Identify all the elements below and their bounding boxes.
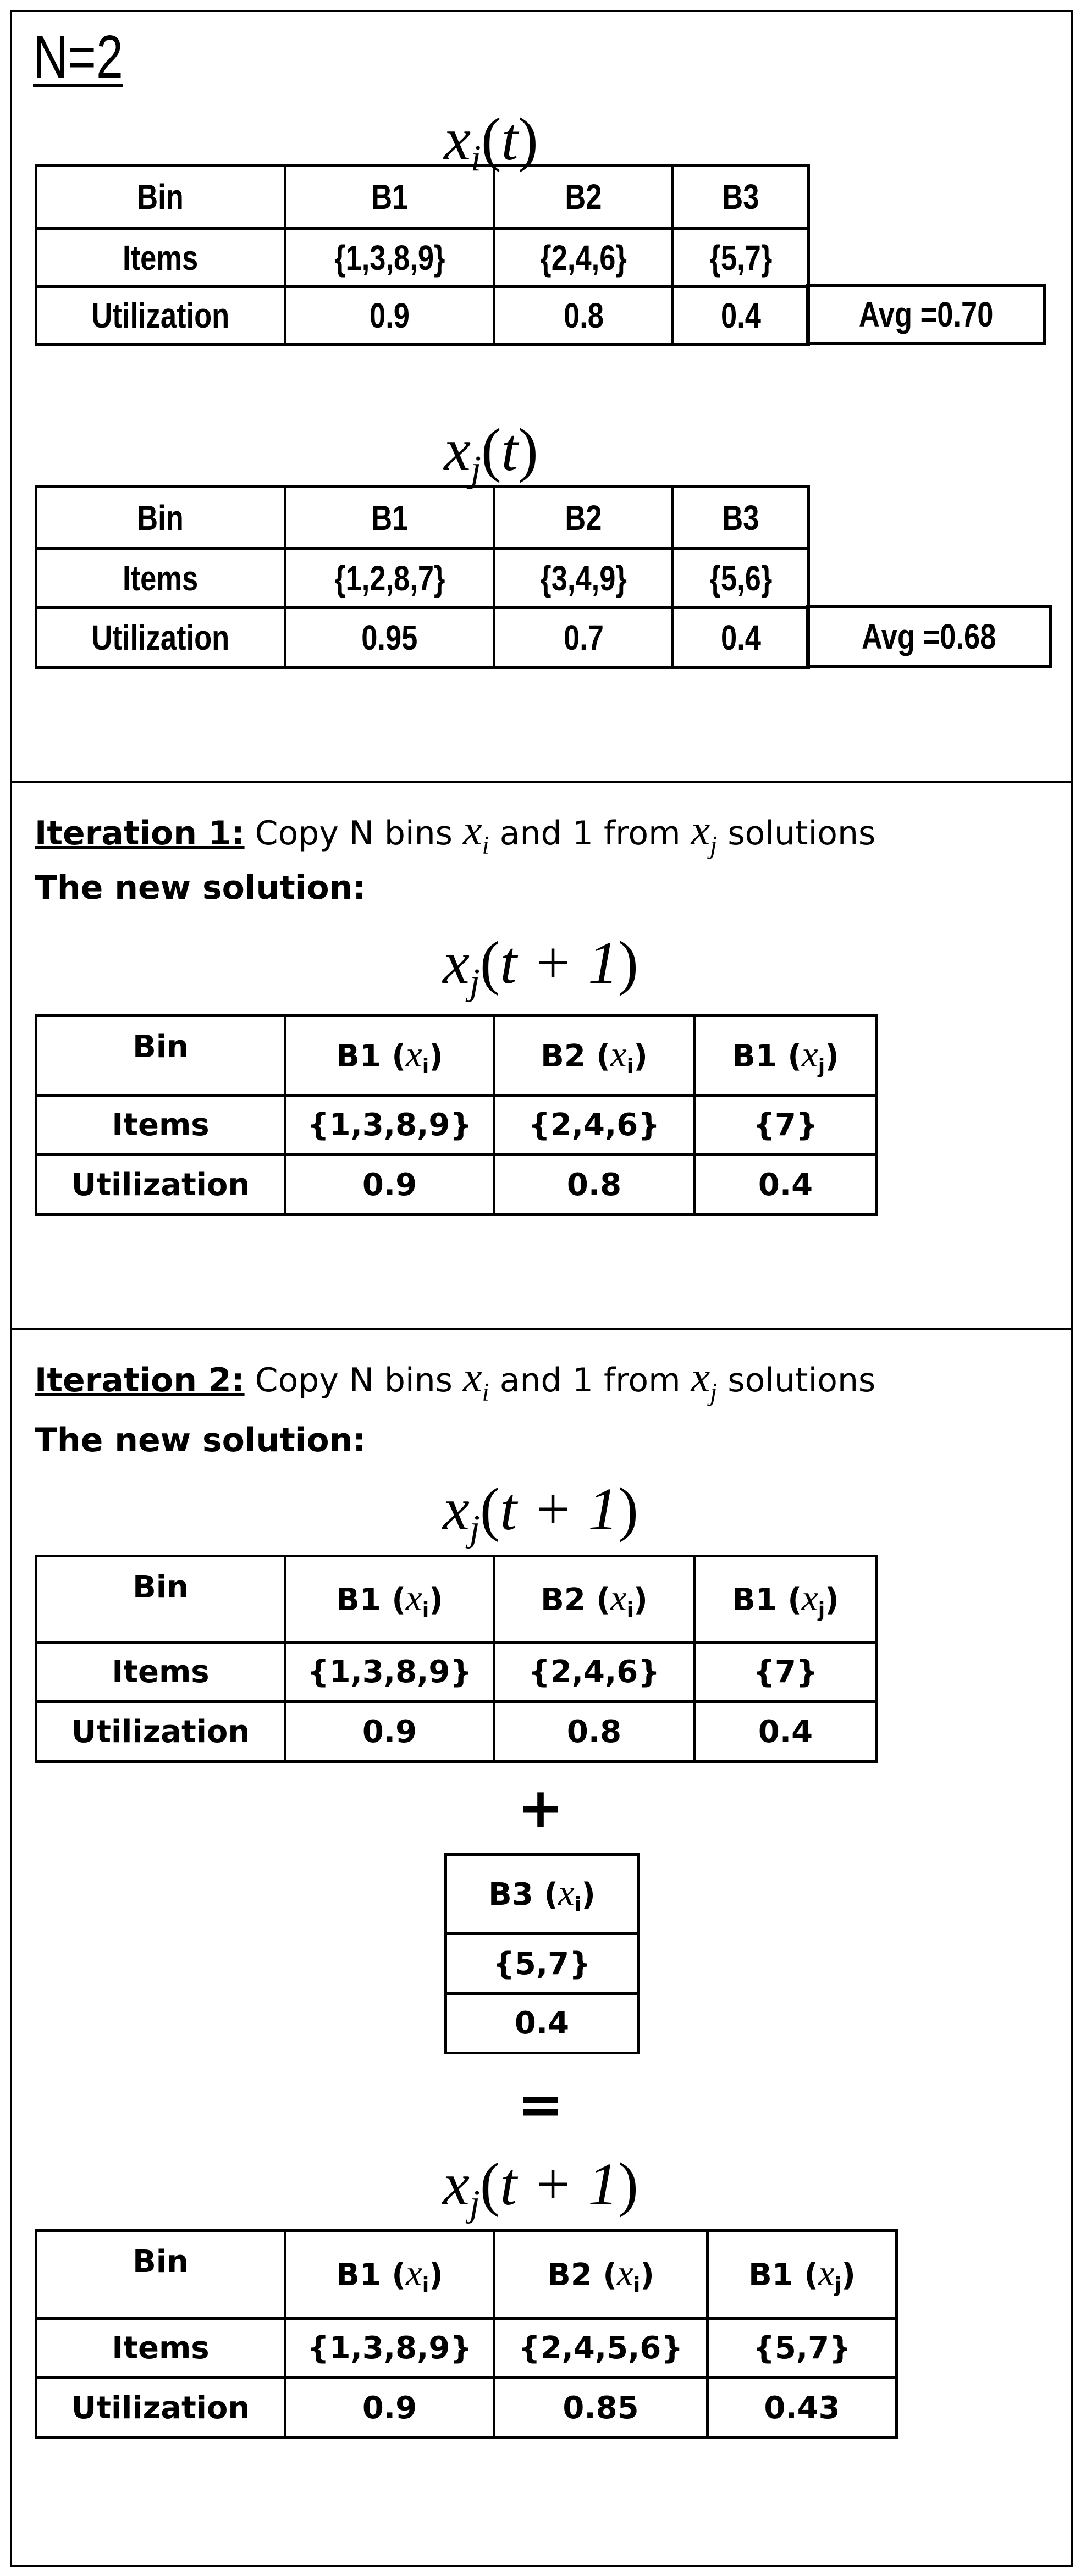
- math-variable: x: [405, 2252, 422, 2294]
- cell-text: B2: [565, 497, 602, 538]
- iteration2-table: [35, 1555, 878, 1763]
- table-cell: [36, 1096, 285, 1155]
- header-cell: [36, 1016, 285, 1096]
- bin-name: B1: [336, 2257, 381, 2293]
- table-cell: [494, 287, 673, 345]
- close-paren: ): [518, 416, 538, 483]
- math-variable: x: [558, 1872, 575, 1914]
- cell-text: Items: [123, 237, 199, 278]
- cell-text: B3: [722, 177, 759, 217]
- math-variable-var-a: [463, 806, 489, 860]
- math-index: j: [834, 2273, 842, 2297]
- bin-name: B1: [336, 1582, 381, 1618]
- table-cell: [694, 1096, 877, 1155]
- iteration-text: solutions: [727, 1361, 876, 1400]
- table-cell: [36, 229, 285, 287]
- table-cell: [694, 1702, 877, 1762]
- table-cell: [36, 608, 285, 668]
- table-cell: [446, 1934, 638, 1994]
- xi-table: [35, 164, 810, 346]
- cell-text: {2,4,6}: [528, 1654, 660, 1690]
- table-cell: [673, 287, 809, 345]
- table-cell: [494, 608, 673, 668]
- cell-text: 0.9: [362, 2390, 417, 2426]
- table-cell: [694, 1643, 877, 1702]
- iteration1-table: [35, 1014, 878, 1216]
- math-index: j: [818, 1598, 825, 1622]
- table-cell: [708, 2319, 897, 2378]
- table-cell: [36, 1155, 285, 1215]
- header-cell: [36, 1556, 285, 1643]
- cell-text: 0.7: [563, 618, 604, 657]
- iteration2-new-solution: The new solution:: [35, 1421, 366, 1460]
- header-cell: [285, 487, 494, 549]
- cell-text: 0.8: [566, 1167, 622, 1203]
- table-cell: [285, 287, 494, 345]
- table-cell: [494, 2378, 708, 2438]
- plus-sign: +: [517, 1776, 564, 1840]
- math-variable: x: [801, 1577, 818, 1618]
- cell-text: {1,3,8,9}: [307, 2330, 472, 2366]
- cell-text: Bin: [133, 1029, 189, 1065]
- cell-text: 0.95: [361, 618, 418, 657]
- cell-text: 0.85: [563, 2390, 639, 2426]
- bin-name: B2: [541, 1582, 586, 1618]
- math-variable: x: [444, 106, 471, 173]
- table-row: [36, 287, 809, 345]
- math-argument: t: [501, 416, 519, 483]
- math-variable: x: [801, 1033, 818, 1075]
- math-index: i: [626, 1598, 634, 1622]
- math-index: j: [469, 2182, 480, 2224]
- header-cell: [494, 165, 673, 229]
- header-cell: B1 $(x_j)$: [708, 2231, 897, 2319]
- cell-text: {5,7}: [493, 1945, 591, 1982]
- open-paren: (: [481, 106, 501, 173]
- close-paren: ): [618, 929, 638, 996]
- xj-avg-value: Avg =0.68: [862, 617, 996, 656]
- cell-text: {7}: [753, 1107, 818, 1143]
- math-index: j: [818, 1054, 825, 1079]
- close-paren: ): [618, 1475, 638, 1543]
- open-paren: (: [479, 2151, 500, 2218]
- math-variable: x: [610, 1033, 627, 1075]
- close-paren: ): [518, 106, 538, 173]
- table-cell: [494, 1155, 694, 1215]
- math-variable: x: [463, 806, 482, 854]
- math-argument: t + 1: [500, 2151, 619, 2218]
- table-cell: [36, 287, 285, 345]
- cell-text: {5,6}: [709, 558, 772, 598]
- table-cell: [446, 1994, 638, 2053]
- table-row: [36, 549, 809, 608]
- header-cell: [494, 487, 673, 549]
- header-cell: B3 $(x_i)$: [446, 1855, 638, 1934]
- open-paren: (: [479, 929, 500, 996]
- math-index: j: [710, 831, 718, 860]
- table-row: [36, 229, 809, 287]
- iteration-heading: Iteration 2:: [35, 1361, 245, 1400]
- math-index: i: [422, 2273, 429, 2297]
- table-cell: [494, 1096, 694, 1155]
- math-variable: x: [443, 929, 470, 996]
- math-variable: x: [444, 416, 471, 483]
- cell-text: Bin: [137, 497, 184, 538]
- cell-text: Bin: [137, 177, 184, 217]
- math-index: i: [633, 2273, 641, 2297]
- table-cell: [285, 1155, 494, 1215]
- header-row: [36, 2231, 897, 2319]
- header-cell: [673, 487, 809, 549]
- table-row: [446, 1934, 638, 1994]
- math-index: i: [471, 137, 481, 179]
- math-index: j: [710, 1378, 718, 1407]
- table-row: [446, 1994, 638, 2053]
- iteration-text: Copy N bins: [255, 814, 453, 853]
- table-cell: [285, 1702, 494, 1762]
- result-table: [35, 2229, 898, 2439]
- n-title: N=2: [33, 23, 123, 91]
- header-cell: B1 $(x_j)$: [694, 1556, 877, 1643]
- table-row: [36, 2378, 897, 2438]
- header-row: [36, 487, 809, 549]
- math-argument: t + 1: [500, 929, 619, 996]
- open-paren: (: [479, 1475, 500, 1543]
- math-variable: x: [443, 1475, 470, 1543]
- table-row: [36, 1096, 877, 1155]
- iteration1-line: [35, 805, 875, 860]
- table-cell: [285, 549, 494, 608]
- math-index: i: [626, 1054, 634, 1079]
- table-cell: [36, 2319, 285, 2378]
- cell-text: {1,2,8,7}: [334, 558, 445, 598]
- cell-text: {5,7}: [709, 237, 772, 278]
- header-row: [36, 1016, 877, 1096]
- bin-name: B1: [336, 1038, 381, 1074]
- cell-text: {5,7}: [753, 2330, 851, 2366]
- header-cell: B1 $(x_j)$: [694, 1016, 877, 1096]
- xi-avg-value: Avg =0.70: [858, 295, 994, 334]
- cell-text: {2,4,5,6}: [518, 2330, 683, 2366]
- header-cell: B1 $(x_i)$: [285, 1556, 494, 1643]
- cell-text: Bin: [133, 2244, 189, 2280]
- cell-text: Utilization: [91, 296, 230, 335]
- cell-text: 0.8: [563, 296, 604, 335]
- table-cell: [285, 229, 494, 287]
- math-variable: x: [691, 1353, 710, 1401]
- cell-text: {7}: [753, 1654, 818, 1690]
- xj-avg-cell: [806, 605, 1052, 668]
- math-variable: x: [818, 2252, 835, 2294]
- cell-text: Items: [112, 2330, 210, 2366]
- xj-t-label: [444, 415, 538, 490]
- bin-name: B2: [541, 1038, 586, 1074]
- table-row: [36, 1702, 877, 1762]
- result-label: [443, 2149, 638, 2225]
- table-cell: [694, 1155, 877, 1215]
- cell-text: {1,3,8,9}: [307, 1107, 472, 1143]
- table-cell: [673, 608, 809, 668]
- math-index: j: [469, 1507, 480, 1549]
- cell-text: 0.4: [758, 1167, 813, 1203]
- bin-name: B1: [732, 1582, 777, 1618]
- cell-text: Items: [123, 558, 199, 598]
- cell-text: Utilization: [71, 1167, 250, 1203]
- iteration-heading: Iteration 1:: [35, 814, 245, 853]
- header-cell: B2 $(x_i)$: [494, 1016, 694, 1096]
- iteration2-label: [443, 1474, 638, 1550]
- math-variable: x: [405, 1577, 422, 1618]
- cell-text: B3: [722, 497, 759, 538]
- header-row: [446, 1855, 638, 1934]
- math-variable-var-b: [691, 1353, 718, 1407]
- cell-text: {2,4,6}: [528, 1107, 660, 1143]
- table-cell: [494, 229, 673, 287]
- bin-name: B2: [547, 2257, 592, 2293]
- cell-text: B1: [371, 497, 409, 538]
- table-row: [36, 608, 809, 668]
- cell-text: {2,4,6}: [540, 237, 627, 278]
- header-cell: [673, 165, 809, 229]
- cell-text: 0.9: [362, 1167, 417, 1203]
- table-row: [36, 1155, 877, 1215]
- math-argument: t: [501, 106, 519, 173]
- math-variable: x: [616, 2252, 633, 2294]
- cell-text: Utilization: [91, 618, 230, 657]
- cell-text: 0.4: [758, 1713, 813, 1750]
- header-cell: B2 $(x_i)$: [494, 2231, 708, 2319]
- cell-text: {3,4,9}: [540, 558, 627, 598]
- cell-text: B1: [371, 177, 409, 217]
- table-cell: [36, 2378, 285, 2438]
- cell-text: Utilization: [71, 1713, 250, 1750]
- table-cell: [673, 549, 809, 608]
- header-cell: [285, 165, 494, 229]
- cell-text: 0.9: [370, 296, 410, 335]
- xj-table: [35, 485, 810, 669]
- math-variable-var-a: [463, 1353, 489, 1407]
- header-cell: [36, 487, 285, 549]
- table-row: [36, 1643, 877, 1702]
- cell-text: 0.43: [764, 2390, 840, 2426]
- added-bin-table: [444, 1853, 640, 2054]
- math-variable: x: [691, 806, 710, 854]
- table-cell: [285, 1643, 494, 1702]
- math-variable: x: [463, 1353, 482, 1401]
- iteration-text: Copy N bins: [255, 1361, 453, 1400]
- math-index: i: [422, 1054, 429, 1079]
- header-cell: B2 $(x_i)$: [494, 1556, 694, 1643]
- cell-text: 0.4: [720, 296, 761, 335]
- table-cell: [494, 2319, 708, 2378]
- math-index: i: [482, 1378, 489, 1407]
- bin-name: B1: [748, 2257, 793, 2293]
- header-cell: B1 $(x_i)$: [285, 1016, 494, 1096]
- table-cell: [285, 2319, 494, 2378]
- iteration2-line: [35, 1352, 875, 1407]
- xi-avg-cell: [806, 284, 1046, 345]
- table-cell: [494, 1702, 694, 1762]
- iteration-text: and 1 from: [499, 814, 681, 853]
- section-divider: [10, 781, 1073, 783]
- table-row: [36, 2319, 897, 2378]
- bin-name: B3: [488, 1877, 533, 1913]
- cell-text: B2: [565, 177, 602, 217]
- table-cell: [494, 1643, 694, 1702]
- math-index: i: [422, 1598, 429, 1622]
- bin-name: B1: [732, 1038, 777, 1074]
- math-index: j: [469, 960, 480, 1003]
- table-cell: [285, 2378, 494, 2438]
- table-cell: [285, 608, 494, 668]
- cell-text: 0.8: [566, 1713, 622, 1750]
- iteration1-new-solution: The new solution:: [35, 869, 366, 907]
- table-cell: [36, 1643, 285, 1702]
- cell-text: {1,3,8,9}: [307, 1654, 472, 1690]
- header-row: [36, 1556, 877, 1643]
- math-variable-var-b: [691, 806, 718, 860]
- open-paren: (: [481, 416, 501, 483]
- table-cell: [708, 2378, 897, 2438]
- header-cell: B1 $(x_i)$: [285, 2231, 494, 2319]
- cell-text: 0.9: [362, 1713, 417, 1750]
- header-row: [36, 165, 809, 229]
- math-variable: x: [610, 1577, 627, 1618]
- section-divider: [10, 1328, 1073, 1330]
- table-cell: [285, 1096, 494, 1155]
- header-cell: [36, 2231, 285, 2319]
- iteration-text: solutions: [727, 814, 876, 853]
- table-cell: [36, 549, 285, 608]
- equals-sign: =: [517, 2072, 564, 2137]
- cell-text: 0.4: [720, 618, 761, 657]
- cell-text: Items: [112, 1107, 210, 1143]
- math-index: j: [471, 447, 481, 490]
- math-index: i: [574, 1893, 582, 1917]
- cell-text: Items: [112, 1654, 210, 1690]
- cell-text: {1,3,8,9}: [334, 237, 445, 278]
- math-index: i: [482, 831, 489, 860]
- math-variable: x: [405, 1033, 422, 1075]
- close-paren: ): [618, 2151, 638, 2218]
- table-cell: [673, 229, 809, 287]
- cell-text: 0.4: [514, 2005, 570, 2041]
- table-cell: [36, 1702, 285, 1762]
- header-cell: [36, 165, 285, 229]
- iteration1-label: [443, 928, 638, 1003]
- cell-text: Bin: [133, 1569, 189, 1605]
- math-variable: x: [443, 2151, 470, 2218]
- table-cell: [494, 549, 673, 608]
- math-argument: t + 1: [500, 1475, 619, 1543]
- iteration-text: and 1 from: [499, 1361, 681, 1400]
- cell-text: Utilization: [71, 2390, 250, 2426]
